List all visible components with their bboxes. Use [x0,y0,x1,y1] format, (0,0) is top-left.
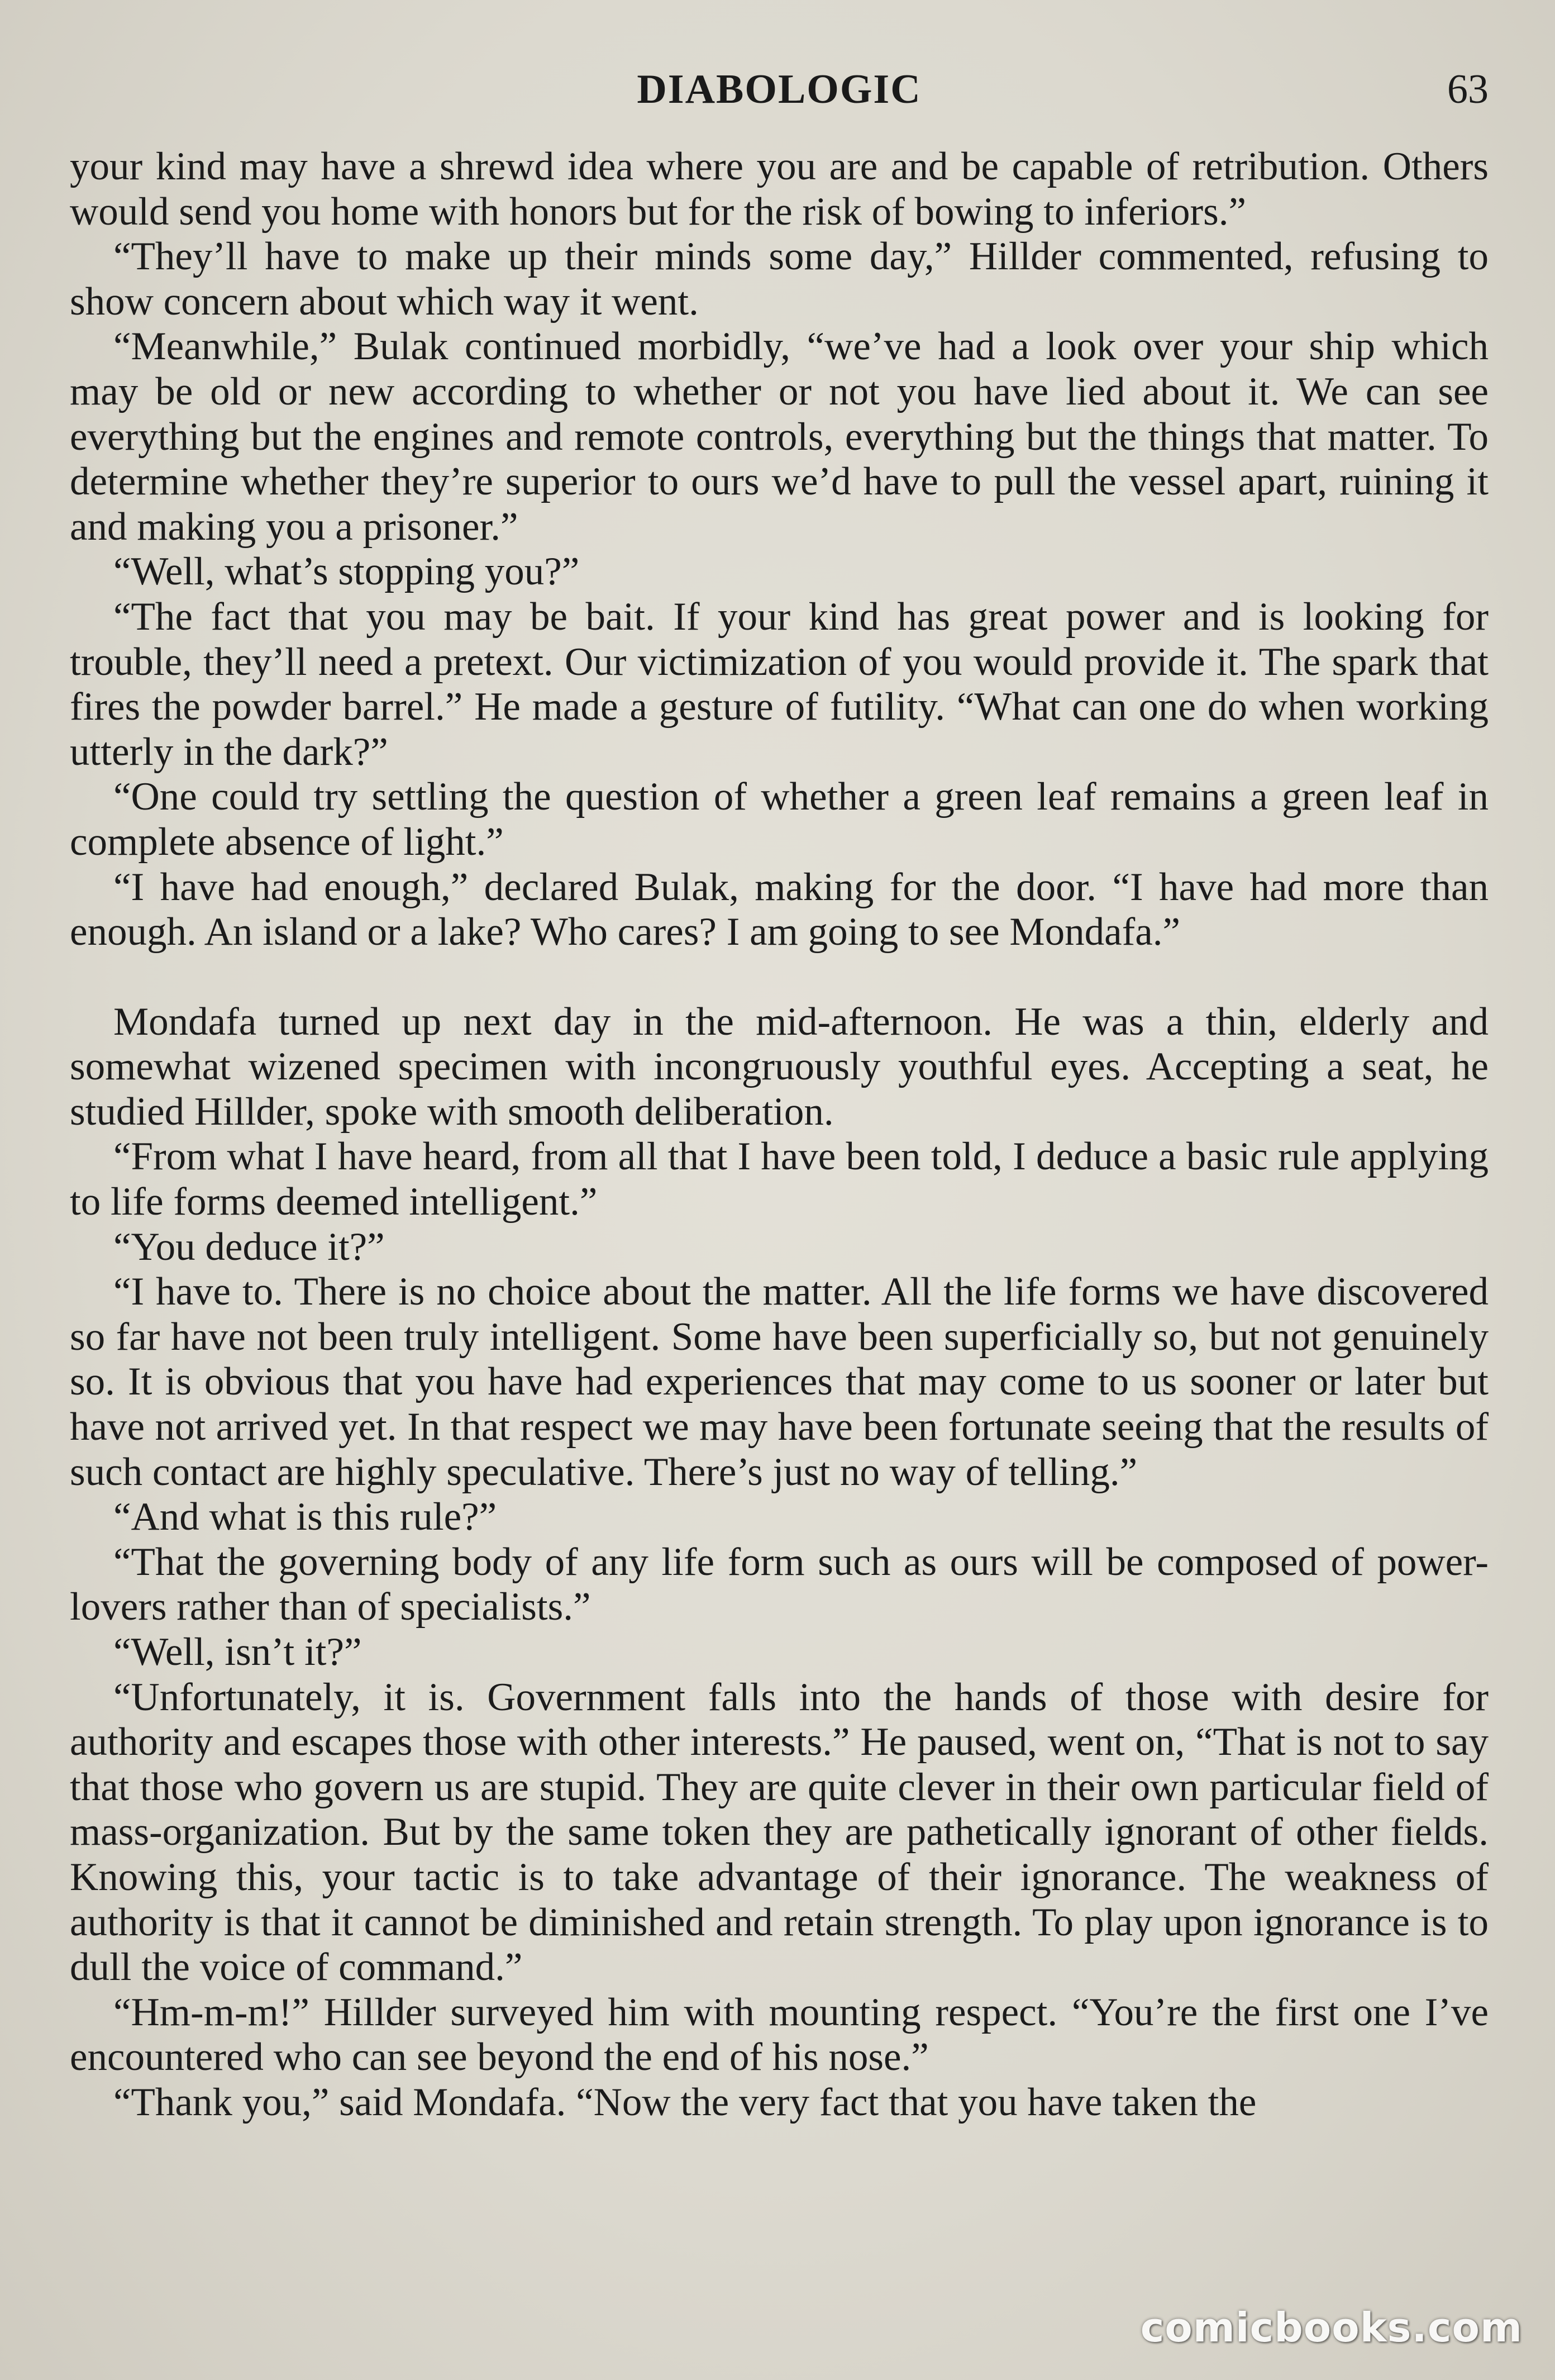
paragraph: “I have to. There is no choice about the matter. All the life forms we have discovered so far have not been truly intelligent. Some have been superficially so, but not genuinely so. It is obvious that you have had experiences that may come to us sooner or later but have not arrived yet. In that respect we may have been fortunate seeing that the results of such contact are highly speculative. There’s just no way of telling.” [70,1270,1489,1494]
running-head [70,66,1489,127]
paragraph: “From what I have heard, from all that I have been told, I deduce a basic rule applying to life forms deemed intelligent.” [70,1135,1489,1224]
paragraph: “One could try settling the question of whether a green leaf remains a green leaf in complete absence of light.” [70,775,1489,864]
paragraph: “Well, isn’t it?” [113,1630,362,1674]
paragraph: “Hm-m-m!” Hillder surveyed him with mounting respect. “You’re the first one I’ve encountered who can see beyond the end of his nose.” [70,1990,1489,2079]
paragraph: “Meanwhile,” Bulak continued morbidly, “we’ve had a look over your ship which may be old or new according to whether or not you have lied about it. We can see everything but the engines and remote controls, everything but the things that matter. To determine whether they’re superior to ours we’d have to pull the vessel apart, ruining it and making you a prisoner.” [70,325,1489,549]
paragraph: “The fact that you may be bait. If your kind has great power and is looking for trouble, they’ll need a pretext. Our victimization of you would provide it. The spark that fires the powder barrel.” He made a gesture of futility. “What can one do when working utterly in the dark?” [70,594,1489,774]
page-number: 63 [1447,66,1489,112]
paragraph: “That the governing body of any life form such as ours will be composed of power-lovers rather than of specialists.” [70,1540,1489,1629]
paragraph: “They’ll have to make up their minds some day,” Hillder commented, refusing to show concern about which way it went. [70,235,1489,323]
body-text [70,144,1489,2125]
watermark: comicbooks.com [1140,2304,1523,2351]
paragraph: “Thank you,” said Mondafa. “Now the very fact that you have taken the [113,2080,1257,2124]
paragraph: your kind may have a shrewd idea where you are and be capable of retribution. Others would send you home with honors but for the risk of bowing to inferiors.” [70,145,1489,234]
paragraph: “Well, what’s stopping you?” [113,550,580,594]
paragraph: “Unfortunately, it is. Government falls into the hands of those with desire for authority and escapes those with other interests.” He paused, went on, “That is not to say that those who govern us are stupid. They are quite clever in their own particular field of mass-organization. But by the same token they are pathetically ignorant of other fields. Knowing this, your tactic is to take advantage of their ignorance. The weakness of authority is that it cannot be diminished and retain strength. To play upon ignorance is to dull the voice of command.” [70,1675,1489,1989]
paragraph: “You deduce it?” [113,1225,385,1269]
running-title: DIABOLOGIC [637,66,922,112]
paragraph: “I have had enough,” declared Bulak, making for the door. “I have had more than enough. An island or a lake? Who cares? I am going to see Mondafa.” [70,865,1489,954]
paragraph: “And what is this rule?” [113,1495,497,1539]
paragraph: Mondafa turned up next day in the mid-afternoon. He was a thin, elderly and somewhat wizened specimen with incongruously youthful eyes. Accepting a seat, he studied Hillder, spoke with smooth deliberation. [70,999,1489,1134]
